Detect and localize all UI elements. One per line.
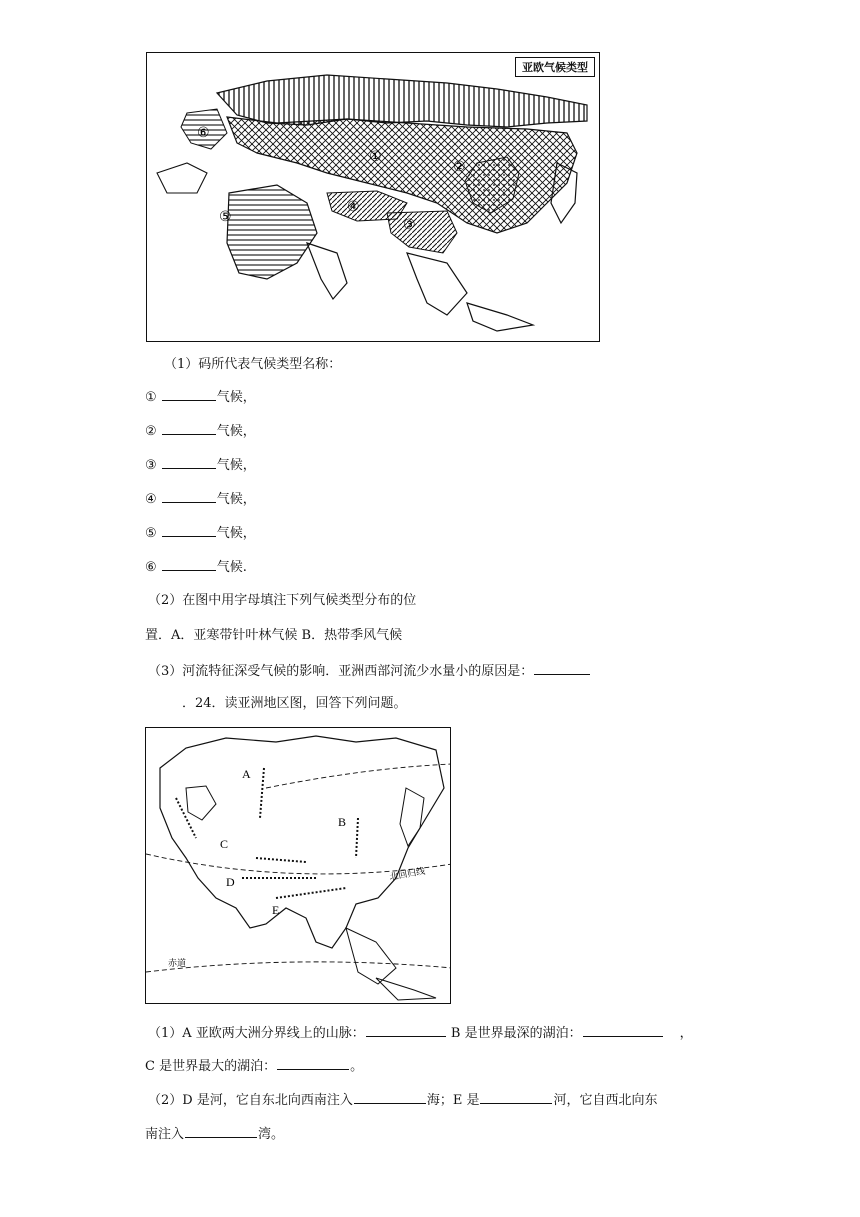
q1-item-num: ② — [145, 424, 157, 439]
climate-map — [146, 52, 600, 342]
map-label-a: A — [242, 767, 251, 781]
answer-blank[interactable] — [162, 388, 216, 401]
answer-blank[interactable] — [534, 662, 590, 675]
map-label-c: C — [220, 837, 229, 851]
q1-item-5 — [145, 524, 256, 543]
q2-line1: （2）在图中用字母填注下列气候类型分布的位 — [148, 593, 417, 608]
q3-line2: ．24．读亚洲地区图，回答下列问题。 — [182, 696, 407, 711]
q1-intro: （1）码所代表气候类型名称： — [164, 357, 342, 372]
q1-item-1 — [145, 388, 256, 407]
q1-item-suffix: 气候， — [216, 424, 256, 439]
q4-line2a: C 是世界最大的湖泊： — [145, 1059, 277, 1074]
q1-item-suffix: 气候， — [216, 526, 256, 541]
climate-label-4: ④ — [347, 199, 360, 215]
q5-line1 — [148, 1091, 657, 1110]
answer-blank[interactable] — [366, 1024, 446, 1037]
q1-item-num: ④ — [145, 492, 157, 507]
q1-item-6 — [145, 558, 247, 577]
q1-item-4 — [145, 490, 256, 509]
q1-item-suffix: 气候， — [216, 390, 256, 405]
climate-map-drawing — [147, 53, 600, 342]
q4-line1 — [148, 1024, 693, 1043]
answer-blank[interactable] — [480, 1091, 552, 1104]
q4-part2: B 是世界最深的湖泊： — [446, 1026, 582, 1041]
climate-label-3: ③ — [403, 217, 416, 233]
q5-part2: 海；E 是 — [426, 1093, 480, 1108]
q4-line2b: 。 — [350, 1059, 364, 1074]
q1-item-num: ① — [145, 390, 157, 405]
q5-line2b: 湾。 — [258, 1127, 285, 1142]
q1-item-num: ⑥ — [145, 560, 157, 575]
climate-map-title: 亚欧气候类型 — [515, 57, 595, 77]
asia-map — [145, 727, 451, 1004]
q4-part1: （1）A 亚欧两大洲分界线上的山脉： — [148, 1026, 365, 1041]
answer-blank[interactable] — [162, 558, 216, 571]
q3-line1 — [148, 662, 591, 681]
q1-item-num: ⑤ — [145, 526, 157, 541]
q5-part3: 河，它自西北向东 — [553, 1093, 658, 1108]
q5-line2a: 南注入 — [145, 1127, 185, 1142]
asia-map-drawing — [146, 728, 451, 1004]
q4-line2 — [145, 1057, 363, 1076]
map-label-e: E — [272, 903, 280, 917]
q1-item-3 — [145, 456, 256, 475]
climate-label-5: ⑤ — [219, 209, 232, 225]
equator-label: 赤道 — [168, 959, 187, 969]
climate-label-1: ① — [369, 149, 382, 165]
answer-blank[interactable] — [162, 422, 216, 435]
answer-blank[interactable] — [583, 1024, 663, 1037]
q5-part1: （2）D 是河，它自东北向西南注入 — [148, 1093, 353, 1108]
q1-item-2 — [145, 422, 256, 441]
answer-blank[interactable] — [162, 456, 216, 469]
climate-label-6: ⑥ — [197, 125, 210, 141]
q1-item-suffix: 气候. — [216, 560, 247, 575]
map-label-d: D — [226, 875, 235, 889]
q5-line2 — [145, 1125, 284, 1144]
answer-blank[interactable] — [277, 1057, 349, 1070]
q1-item-suffix: 气候， — [216, 458, 256, 473]
q1-item-num: ③ — [145, 458, 157, 473]
map-label-b: B — [338, 815, 347, 829]
q3-text: （3）河流特征深受气候的影响．亚洲西部河流少水量小的原因是： — [148, 664, 534, 679]
tropic-label: 北回归线 — [388, 866, 426, 883]
answer-blank[interactable] — [162, 490, 216, 503]
q2-line2: 置．A．亚寒带针叶林气候 B．热带季风气候 — [145, 628, 403, 643]
answer-blank[interactable] — [162, 524, 216, 537]
answer-blank[interactable] — [185, 1125, 257, 1138]
answer-blank[interactable] — [354, 1091, 426, 1104]
q1-item-suffix: 气候， — [216, 492, 256, 507]
q4-part3: ， — [679, 1026, 693, 1041]
climate-label-2: ② — [453, 159, 466, 175]
